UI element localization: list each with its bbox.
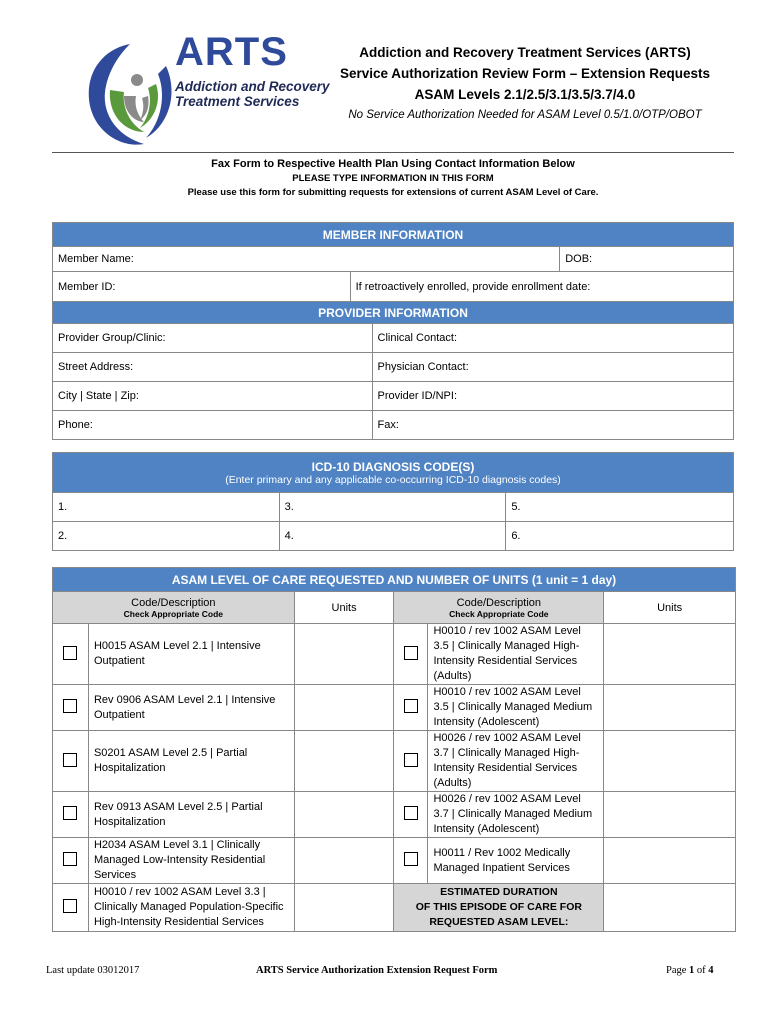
fax-line3: Please use this form for submitting requests for extensions of current ASAM Level of Care. [187, 187, 599, 198]
left-units-header: Units [294, 592, 394, 624]
code-rev0913: Rev 0913 ASAM Level 2.5 | Partial Hospitalization [88, 792, 294, 838]
fax-line2: PLEASE TYPE INFORMATION IN THIS FORM [292, 173, 494, 184]
enrollment-date-label: If retroactively enrolled, provide enrollment date: [355, 280, 591, 293]
checkbox-box[interactable] [63, 753, 77, 767]
checkbox-box[interactable] [404, 753, 418, 767]
member-provider-table [52, 222, 734, 440]
dob-field[interactable] [560, 247, 734, 272]
checkbox-box[interactable] [404, 646, 418, 660]
logo-subtitle-line2: Treatment Services [175, 94, 300, 109]
fax-line1: Fax Form to Respective Health Plan Using Contact Information Below [211, 158, 575, 170]
checkbox-h0010-33[interactable] [53, 884, 89, 932]
page-of: of [694, 965, 709, 976]
icd10-title: ICD-10 DIAGNOSIS CODE(S) [311, 459, 475, 474]
street-address-label: Street Address: [58, 361, 134, 373]
right-code-desc-label: Code/Description [456, 596, 542, 609]
checkbox-box[interactable] [63, 899, 77, 913]
checkbox-box[interactable] [404, 806, 418, 820]
checkbox-box[interactable] [404, 852, 418, 866]
code-s0201: S0201 ASAM Level 2.5 | Partial Hospitalization [88, 731, 294, 792]
checkbox-box[interactable] [63, 646, 77, 660]
checkbox-h0010-35-adult[interactable] [394, 624, 428, 685]
code-h0010-35-adult: H0010 / rev 1002 ASAM Level 3.5 | Clinically Managed High-Intensity Residential Services (Adults) [428, 624, 604, 685]
icd10-code-1[interactable]: 1. [53, 493, 280, 522]
left-code-desc-label: Code/Description [131, 596, 216, 609]
fax-instructions [52, 157, 734, 200]
units-h0010-35-adult[interactable] [604, 624, 736, 685]
code-h0026-37-adolescent: H0026 / rev 1002 ASAM Level 3.7 | Clinically Managed Medium Intensity (Adolescent) [428, 792, 604, 838]
code-h0026-37-adult: H0026 / rev 1002 ASAM Level 3.7 | Clinically Managed High-Intensity Residential Services (Adults) [428, 731, 604, 792]
units-rev0906[interactable] [294, 685, 394, 731]
city-state-zip-label: City | State | Zip: [58, 390, 139, 402]
checkbox-box[interactable] [63, 852, 77, 866]
dob-label: DOB: [565, 253, 593, 265]
member-section-title: MEMBER INFORMATION [53, 223, 734, 247]
logo-subtitle [175, 79, 330, 109]
page-current: 1 [689, 965, 695, 976]
logo-subtitle-line1: Addiction and Recovery [175, 79, 330, 94]
duration-line3: REQUESTED ASAM LEVEL: [429, 916, 569, 928]
member-name-field[interactable] [53, 247, 560, 272]
provider-section-title: PROVIDER INFORMATION [53, 302, 734, 324]
footer-form-title: ARTS Service Authorization Extension Request Form [256, 965, 498, 976]
member-id-field[interactable] [53, 272, 351, 302]
checkbox-rev0906[interactable] [53, 685, 89, 731]
units-h0026-37-adolescent[interactable] [604, 792, 736, 838]
left-check-code-label: Check Appropriate Code [123, 608, 223, 619]
units-h0010-35-adolescent[interactable] [604, 685, 736, 731]
checkbox-h0011[interactable] [394, 838, 428, 884]
provider-npi-label: Provider ID/NPI: [377, 390, 457, 402]
units-s0201[interactable] [294, 731, 394, 792]
member-id-label: Member ID: [58, 280, 116, 293]
units-h2034[interactable] [294, 838, 394, 884]
right-check-code-label: Check Appropriate Code [449, 608, 549, 619]
header-line3: ASAM Levels 2.1/2.5/3.1/3.5/3.7/4.0 [414, 87, 636, 102]
arts-emblem-icon [80, 36, 180, 152]
checkbox-h2034[interactable] [53, 838, 89, 884]
right-code-header [394, 592, 604, 624]
checkbox-rev0913[interactable] [53, 792, 89, 838]
physician-contact-field[interactable] [372, 353, 733, 382]
clinical-contact-label: Clinical Contact: [377, 332, 458, 344]
provider-group-field[interactable] [53, 324, 373, 353]
header-note: No Service Authorization Needed for ASAM Level 0.5/1.0/OTP/OBOT [348, 109, 702, 121]
right-units-header: Units [604, 592, 736, 624]
checkbox-h0026-37-adolescent[interactable] [394, 792, 428, 838]
units-h0011[interactable] [604, 838, 736, 884]
logo-wordmark: ARTS [175, 30, 288, 74]
checkbox-h0026-37-adult[interactable] [394, 731, 428, 792]
icd10-code-6[interactable]: 6. [506, 522, 734, 551]
enrollment-date-field[interactable] [350, 272, 733, 302]
footer-last-update: Last update 03012017 [46, 965, 140, 976]
icd10-code-4[interactable]: 4. [279, 522, 506, 551]
icd10-subtitle: (Enter primary and any applicable co-occurring ICD-10 diagnosis codes) [225, 473, 561, 486]
fax-label: Fax: [377, 419, 399, 431]
header-divider [52, 152, 734, 153]
code-h2034: H2034 ASAM Level 3.1 | Clinically Managed Low-Intensity Residential Services [88, 838, 294, 884]
left-code-header [53, 592, 295, 624]
member-name-label: Member Name: [58, 253, 134, 265]
asam-section-title: ASAM LEVEL OF CARE REQUESTED AND NUMBER OF UNITS (1 unit = 1 day) [53, 568, 736, 592]
duration-line1: ESTIMATED DURATION [440, 886, 558, 898]
checkbox-box[interactable] [63, 806, 77, 820]
checkbox-box[interactable] [404, 699, 418, 713]
header-line2: Service Authorization Review Form – Extension Requests [339, 66, 711, 81]
icd10-table [52, 452, 734, 551]
checkbox-h0010-35-adolescent[interactable] [394, 685, 428, 731]
icd10-code-2[interactable]: 2. [53, 522, 280, 551]
city-state-zip-field[interactable] [53, 382, 373, 411]
code-rev0906: Rev 0906 ASAM Level 2.1 | Intensive Outpatient [88, 685, 294, 731]
duration-line2: OF THIS EPISODE OF CARE FOR [415, 901, 582, 913]
icd10-code-3[interactable]: 3. [279, 493, 506, 522]
checkbox-box[interactable] [63, 699, 77, 713]
units-h0015[interactable] [294, 624, 394, 685]
clinical-contact-field[interactable] [372, 324, 733, 353]
phone-label: Phone: [58, 419, 93, 431]
header-line1: Addiction and Recovery Treatment Services (ARTS) [359, 45, 691, 60]
units-h0010-33[interactable] [294, 884, 394, 932]
code-h0015: H0015 ASAM Level 2.1 | Intensive Outpatient [88, 624, 294, 685]
checkbox-h0015[interactable] [53, 624, 89, 685]
physician-contact-label: Physician Contact: [377, 361, 469, 373]
checkbox-s0201[interactable] [53, 731, 89, 792]
fax-field[interactable] [372, 411, 733, 440]
code-h0011: H0011 / Rev 1002 Medically Managed Inpatient Services [428, 838, 604, 884]
form-header [320, 42, 730, 125]
estimated-duration-label [394, 884, 604, 932]
page-total: 4 [708, 965, 714, 976]
asam-table [52, 567, 736, 932]
code-h0010-33: H0010 / rev 1002 ASAM Level 3.3 | Clinically Managed Population-Specific High-Intensity Residential Services [88, 884, 294, 932]
page-prefix: Page [666, 965, 690, 976]
phone-field[interactable] [53, 411, 373, 440]
provider-npi-field[interactable] [372, 382, 733, 411]
street-address-field[interactable] [53, 353, 373, 382]
units-rev0913[interactable] [294, 792, 394, 838]
footer-page-number [666, 965, 714, 976]
units-h0026-37-adult[interactable] [604, 731, 736, 792]
icd10-section-header [53, 453, 734, 493]
icd10-code-5[interactable]: 5. [506, 493, 734, 522]
estimated-duration-field[interactable] [604, 884, 736, 932]
code-h0010-35-adolescent: H0010 / rev 1002 ASAM Level 3.5 | Clinically Managed Medium Intensity (Adolescent) [428, 685, 604, 731]
provider-group-label: Provider Group/Clinic: [58, 332, 166, 344]
